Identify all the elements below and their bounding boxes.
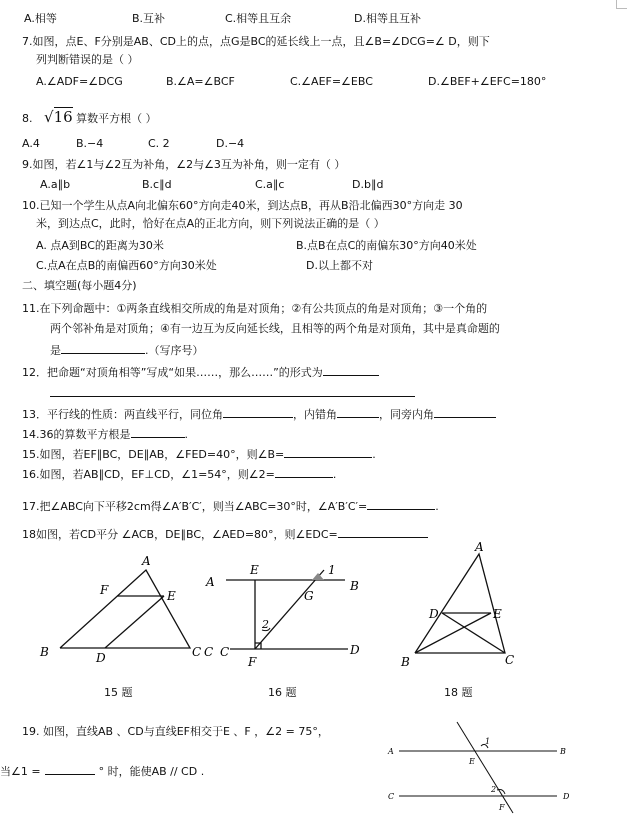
q19-suffix: ° 时，能使AB // CD . [98,765,205,778]
q13-part-a: 13．平行线的性质：两直线平行，同位角 [22,408,223,421]
q10-option-d: D.以上都不对 [306,259,373,272]
q9-option-b: B.c∥d [142,178,172,191]
figure-19 [385,718,585,815]
q17-line [22,498,439,514]
fig19-label-d: D [563,792,570,801]
q15-end: . [372,448,376,461]
fig18-line-eb [415,613,491,653]
q12-text: 12．把命题“对顶角相等”写成“如果……，那么……”的形式为 [22,366,323,379]
fig16-label-d: D [350,643,360,657]
fig15-label-e: E [167,589,176,603]
sqrt-radicand: 16 [53,108,73,126]
q12-answer-blank[interactable] [323,364,379,376]
fig19-line-ef [457,722,513,813]
fig16-label-f: F [248,655,257,669]
q7-option-d: D.∠BEF+∠EFC=180° [428,75,547,88]
q13-part-b: ，内错角 [293,408,337,421]
q16-line [22,466,336,482]
q18-answer-blank[interactable] [338,526,428,538]
q14-text: 14.36的算数平方根是 [22,428,131,441]
q11-text2: 两个邻补角是对顶角；④有一边互为反向延长线，且相等的两个角是对顶角，其中是真命题的 [50,322,500,335]
q14-end: . [184,428,188,441]
fig19-label-1: 1 [485,737,491,746]
q9-option-d: D.b∥d [352,178,384,191]
q19-line2 [0,763,204,779]
q7-option-c: C.∠AEF=∠EBC [290,75,373,88]
fig15-triangle [60,570,190,648]
q7-option-a: A.∠ADF=∠DCG [36,75,123,88]
q6-option-a: A.相等 [24,12,57,25]
figure-18 [395,540,525,670]
q13-blank-2[interactable] [337,406,379,418]
fig19-label-c: C [388,792,395,801]
fig16-label-a: A [206,575,215,589]
q17-end: . [435,500,439,513]
fig16-label-g: G [304,589,314,603]
q8-option-d: D.−4 [216,137,245,150]
fig15-line-de [105,596,164,648]
fig16-angle1-mark [312,573,324,580]
fig16-label-c-left: C [204,645,214,659]
fig16-label-2: 2 [262,618,269,631]
fig18-label-d: D [429,607,439,621]
q10-option-a: A. 点A到BC的距离为30米 [36,239,164,252]
q10-option-b: B.点B在点C的南偏东30°方向40米处 [296,239,477,252]
q7-text: 7.如图，点E、F分别是AB、CD上的点，点G是BC的延长线上一点，且∠B=∠DCG=∠ D，则下 [22,35,490,48]
q15-text: 15.如图，若EF∥BC，DE∥AB，∠FED=40°，则∠B= [22,448,285,461]
q12-line [22,364,379,380]
fig16-label-e: E [250,563,259,577]
figure-15 [30,552,200,670]
fig19-label-f: F [499,803,505,812]
fig19-label-2: 2 [491,785,497,794]
fig16-label-1: 1 [328,563,336,577]
fig15-label-d: D [96,651,106,665]
q9-text: 9.如图，若∠1与∠2互为补角，∠2与∠3互为补角，则一定有（ ） [22,158,346,171]
q18-text: 18如图，若CD平分 ∠ACB，DE∥BC，∠AED=80°，则∠EDC= [22,528,338,541]
q14-answer-blank[interactable] [131,426,185,438]
q9-option-a: A.a∥b [40,178,71,191]
q12-answer-line[interactable] [50,396,415,397]
caption-fig16: 16 题 [268,686,297,699]
q18-line [22,526,428,542]
figure-16 [200,558,375,673]
q19-prefix: 当∠1 = [0,765,41,778]
fig16-label-c: C [220,645,230,659]
q10-option-c: C.点A在点B的南偏西60°方向30米处 [36,259,217,272]
q15-answer-blank[interactable] [284,446,372,458]
fig18-label-e: E [493,607,502,621]
fig18-triangle [415,554,505,653]
q19-answer-blank[interactable] [45,763,95,775]
fig15-label-a: A [142,554,151,568]
fig16-line-fg [255,570,324,649]
page-corner-mark [616,0,627,9]
fig15-label-b: B [40,645,49,659]
fig16-label-b: B [350,579,359,593]
q16-answer-blank[interactable] [275,466,333,478]
fig15-label-f: F [100,583,109,597]
q7-text2: 列判断错误的是（ ） [36,53,139,66]
fig15-label-c: C [192,645,202,659]
fig18-label-a: A [475,540,484,554]
q17-answer-blank[interactable] [367,498,435,510]
q6-option-c: C.相等且互余 [225,12,292,25]
q10-text2: 米，到达点C，此时，恰好在点A的正北方向，则下列说法正确的是（ ） [36,217,385,230]
fig18-label-b: B [401,655,410,669]
sqrt-symbol: √16 [44,108,73,126]
q8-line [22,110,157,126]
q13-blank-1[interactable] [223,406,293,418]
caption-fig15: 15 题 [104,686,133,699]
fig19-label-b: B [560,747,566,756]
q6-option-b: B.互补 [132,12,166,25]
q19-text: 19. 如图，直线AB 、CD与直线EF相交于E 、F ，∠2 = 75°， [22,725,329,738]
q14-line [22,426,188,442]
q6-option-d: D.相等且互补 [354,12,421,25]
q13-line [22,406,496,422]
q11-text3 [50,342,204,358]
q8-number: 8. [22,112,33,125]
caption-fig18: 18 题 [444,686,473,699]
q16-text: 16.如图，若AB∥CD，EF⊥CD，∠1=54°，则∠2= [22,468,275,481]
q13-blank-3[interactable] [434,406,496,418]
q8-option-a: A.4 [22,137,40,150]
q11-text: 11.在下列命题中：①两条直线相交所成的角是对顶角；②有公共顶点的角是对顶角；③一个角的 [22,302,488,315]
q9-option-c: C.a∥c [255,178,285,191]
q8-text: 算数平方根（ ） [76,112,157,125]
q13-part-c: ，同旁内角 [379,408,434,421]
q16-end: . [332,468,337,481]
q11-prefix: 是 [50,344,61,357]
section-heading: 二、填空题(每小题4分) [22,279,137,292]
q15-line [22,446,376,462]
q17-text: 17.把∠ABC向下平移2cm得∠A′B′C′，则当∠ABC=30°时，∠A′B′C′= [22,500,368,513]
q8-option-b: B.−4 [76,137,104,150]
q7-option-b: B.∠A=∠BCF [166,75,235,88]
fig19-label-a: A [388,747,394,756]
q11-answer-blank[interactable] [61,342,145,354]
fig19-label-e: E [469,757,475,766]
fig18-label-c: C [505,653,515,667]
q10-text: 10.已知一个学生从点A向北偏东60°方向走40米，到达点B，再从B沿北偏西30°方向走 30 [22,199,463,212]
q11-suffix: .（写序号） [145,344,204,357]
q8-option-c: C. 2 [148,137,170,150]
